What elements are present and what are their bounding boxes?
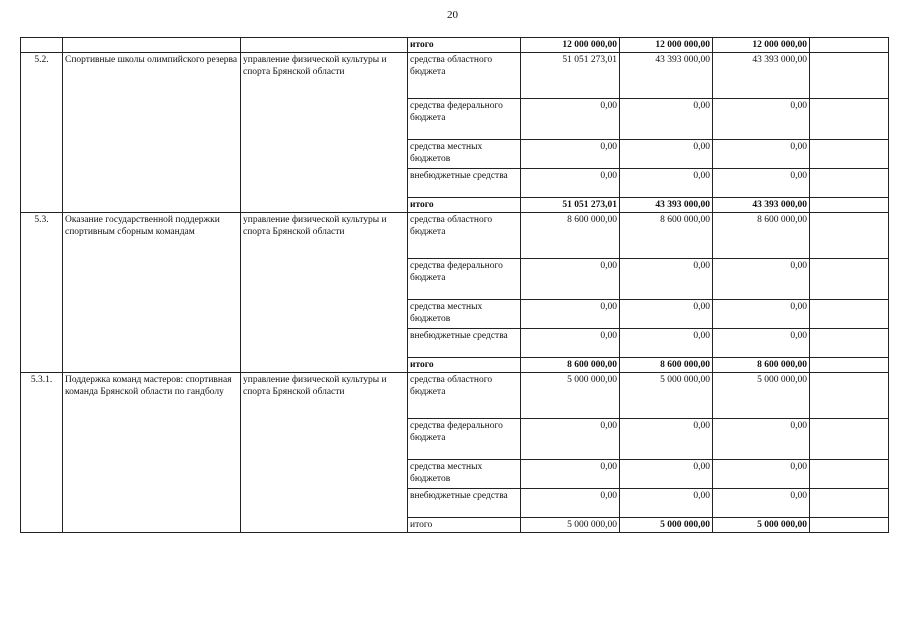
funding-value: 43 393 000,00 — [713, 53, 810, 99]
total-label: итого — [408, 358, 521, 373]
funding-value: 0,00 — [521, 460, 620, 489]
cell-empty — [810, 140, 889, 169]
funding-value: 0,00 — [713, 329, 810, 358]
funding-value: 0,00 — [713, 99, 810, 140]
section-executor: управление физической культуры и спорта Брянской области — [241, 53, 408, 213]
funding-source: средства местных бюджетов — [408, 300, 521, 329]
budget-table — [20, 37, 889, 533]
total-label: итого — [408, 198, 521, 213]
funding-source: средства местных бюджетов — [408, 460, 521, 489]
funding-value: 0,00 — [713, 460, 810, 489]
funding-value: 8 600 000,00 — [713, 213, 810, 259]
funding-value: 0,00 — [521, 259, 620, 300]
total-value: 5 000 000,00 — [713, 518, 810, 533]
cell-empty — [810, 460, 889, 489]
carry-over-row — [21, 38, 889, 53]
section-number: 5.2. — [21, 53, 63, 213]
cell-empty — [810, 358, 889, 373]
funding-value: 0,00 — [713, 169, 810, 198]
funding-value: 0,00 — [521, 140, 620, 169]
section-name: Оказание государственной поддержки спортивным сборным командам — [63, 213, 241, 373]
funding-value: 51 051 273,01 — [521, 53, 620, 99]
table-row — [21, 213, 889, 259]
cell-empty — [810, 329, 889, 358]
total-value: 12 000 000,00 — [521, 38, 620, 53]
funding-source: средства областного бюджета — [408, 53, 521, 99]
cell-empty — [810, 198, 889, 213]
table-row — [21, 53, 889, 99]
funding-source: средства областного бюджета — [408, 373, 521, 419]
table-row — [21, 373, 889, 419]
cell-empty — [810, 169, 889, 198]
funding-source: средства местных бюджетов — [408, 140, 521, 169]
cell-empty — [810, 489, 889, 518]
cell-empty — [810, 373, 889, 419]
section-name: Поддержка команд мастеров: спортивная команда Брянской области по гандболу — [63, 373, 241, 533]
funding-value: 0,00 — [620, 460, 713, 489]
funding-value: 0,00 — [620, 419, 713, 460]
section-name: Спортивные школы олимпийского резерва — [63, 53, 241, 213]
funding-value: 0,00 — [620, 329, 713, 358]
funding-value: 0,00 — [620, 169, 713, 198]
funding-value: 0,00 — [521, 419, 620, 460]
funding-value: 5 000 000,00 — [521, 373, 620, 419]
funding-value: 5 000 000,00 — [713, 373, 810, 419]
funding-source: средства федерального бюджета — [408, 259, 521, 300]
funding-value: 0,00 — [620, 259, 713, 300]
cell-empty — [810, 259, 889, 300]
section-number: 5.3.1. — [21, 373, 63, 533]
funding-value: 0,00 — [521, 99, 620, 140]
total-value: 5 000 000,00 — [620, 518, 713, 533]
funding-value: 0,00 — [521, 489, 620, 518]
funding-value: 0,00 — [713, 259, 810, 300]
total-label: итого — [408, 38, 521, 53]
cell-empty — [810, 300, 889, 329]
total-value: 12 000 000,00 — [713, 38, 810, 53]
section-executor: управление физической культуры и спорта Брянской области — [241, 373, 408, 533]
funding-value: 0,00 — [620, 300, 713, 329]
funding-value: 0,00 — [713, 489, 810, 518]
cell-empty — [810, 419, 889, 460]
funding-value: 0,00 — [713, 419, 810, 460]
cell-empty — [810, 99, 889, 140]
funding-value: 0,00 — [620, 99, 713, 140]
funding-value: 0,00 — [713, 300, 810, 329]
cell-empty — [241, 38, 408, 53]
funding-value: 8 600 000,00 — [620, 213, 713, 259]
funding-value: 0,00 — [521, 169, 620, 198]
total-value: 8 600 000,00 — [713, 358, 810, 373]
section-executor: управление физической культуры и спорта Брянской области — [241, 213, 408, 373]
funding-value: 0,00 — [620, 140, 713, 169]
total-value: 8 600 000,00 — [620, 358, 713, 373]
cell-empty — [810, 38, 889, 53]
funding-value: 0,00 — [713, 140, 810, 169]
cell-empty — [810, 53, 889, 99]
total-value: 51 051 273,01 — [521, 198, 620, 213]
funding-value: 0,00 — [521, 300, 620, 329]
funding-source: внебюджетные средства — [408, 329, 521, 358]
funding-source: внебюджетные средства — [408, 489, 521, 518]
funding-value: 0,00 — [620, 489, 713, 518]
funding-value: 0,00 — [521, 329, 620, 358]
cell-empty — [810, 518, 889, 533]
funding-source: внебюджетные средства — [408, 169, 521, 198]
total-value: 8 600 000,00 — [521, 358, 620, 373]
funding-value: 5 000 000,00 — [620, 373, 713, 419]
total-value: 12 000 000,00 — [620, 38, 713, 53]
funding-source: средства федерального бюджета — [408, 99, 521, 140]
cell-empty — [810, 213, 889, 259]
total-value: 43 393 000,00 — [620, 198, 713, 213]
funding-source: средства областного бюджета — [408, 213, 521, 259]
section-number: 5.3. — [21, 213, 63, 373]
cell-empty — [21, 38, 63, 53]
page-number: 20 — [447, 9, 458, 21]
funding-value: 8 600 000,00 — [521, 213, 620, 259]
funding-value: 43 393 000,00 — [620, 53, 713, 99]
total-value: 43 393 000,00 — [713, 198, 810, 213]
funding-source: средства федерального бюджета — [408, 419, 521, 460]
total-value: 5 000 000,00 — [521, 518, 620, 533]
total-label: итого — [408, 518, 521, 533]
cell-empty — [63, 38, 241, 53]
